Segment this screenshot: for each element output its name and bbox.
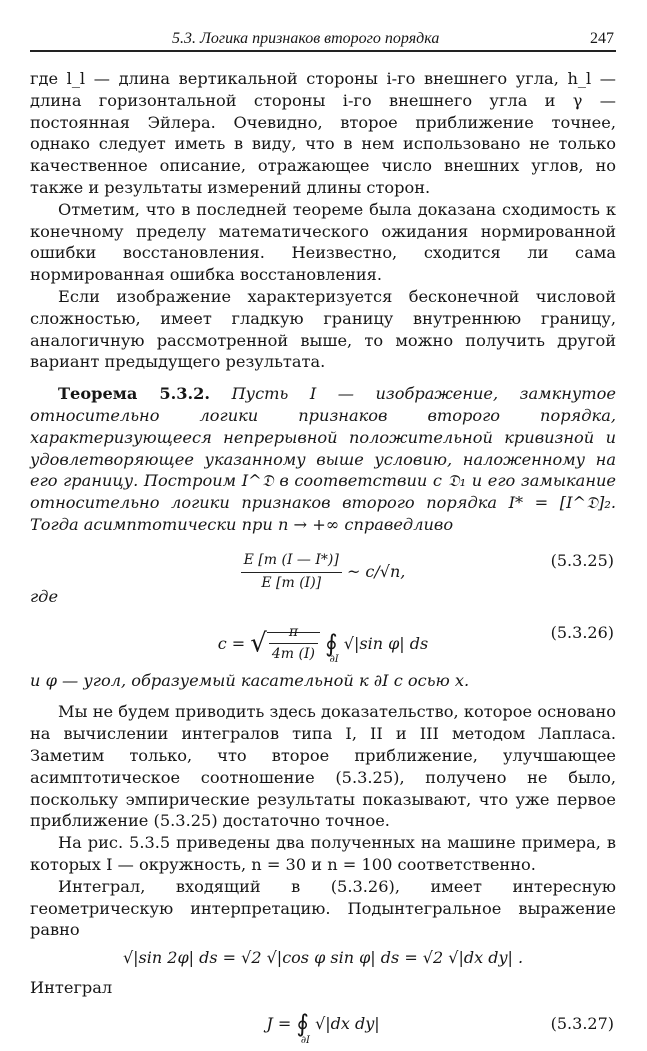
equation-5-3-25 [30,538,616,591]
section-title: 5.3. Логика признаков второго порядка [172,30,440,47]
paragraph-5: На рис. 5.3.5 приведены два полученных на машине примера, в которых I — окружность, n = 30 и n = 100 соответственно. [30,833,616,874]
eq2-subscript: ∂I [329,654,339,666]
equation-5-3-26: c = √ $\frac{\pi}{4m (I)}$ $∮_{\partial I}$ √|sin φ| ds (5.3.26) [217,622,614,666]
paragraph-4: Мы не будем приводить здесь доказательство, которое основано на вычислении интегралов типа I, II и III методом Лапласа. Заметим только, что второе приближение, улучшающее асимптотическое соотношение (5.3.25), получено не было, поскольку эмпирические результаты показывают, что уже первое приближение (5.3.25) достаточно точное. [30,702,616,831]
eq4-lhs: J = [266,1013,292,1033]
page [30,22,616,1049]
paragraph-2: Отметим, что в последней теореме была доказана сходимость к конечному пределу математического ожидания нормированной ошибки восстановления. Неизвестно, сходится ли сама нормированная ошибка восстановления. [30,199,616,285]
page-body [30,68,616,1047]
eq2-number: (5.3.26) [550,622,614,642]
eq4-integrand: √|dx dy| [315,1013,380,1033]
paragraph-6: Интеграл, входящий в (5.3.26), имеет интересную геометрическую интерпретацию. Подынтегральное выражение равно [30,876,616,940]
where-label: где [30,586,59,606]
eq2-integrand: √|sin φ| ds [343,633,429,653]
contour-integral-icon: ∮ [296,1009,309,1038]
header-rule [30,50,616,52]
eq2-lhs: c = [217,633,246,653]
eq2-fraction [269,622,318,667]
eq1-denominator: E [m (I)] [261,574,322,591]
contour-integral-icon: ∮ [325,628,338,657]
theorem-block [30,383,616,536]
eq4-number: (5.3.27) [550,1013,614,1033]
eq2-tail: и φ — угол, образуемый касательной к ∂I с осью x. [30,670,470,690]
equation-integrand: √|sin 2φ| ds = √2 √|cos φ sin φ| ds = √2 √|dx dy| . [122,948,524,968]
running-head [30,22,616,52]
theorem-label: Теорема 5.3.2. [58,384,211,404]
paragraph-7: Интеграл [30,977,113,997]
eq1-number: (5.3.25) [550,550,614,570]
paragraph-3: Если изображение характеризуется бесконечной числовой сложностью, имеет гладкую границу внутреннюю границу, аналогичную рассмотренной выше, то можно получить другой вариант предыдущего результата. [30,286,616,372]
theorem-text: Пусть I — изображение, замкнутое относительно логики признаков второго порядка, характеризующееся непрерывной положительной кривизной и удовлетворяющее указанному выше условию, наложенному на его границу. Построим I^𝔇 в соответствии с 𝔇₁ и его замыкание относительно логики признаков второго порядка I* = [I^𝔇]₂. Тогда асимптотически при n → +∞ справедливо [30,384,616,534]
eq2-numerator: π [269,622,318,645]
eq1-rhs: ~ c/√n, [346,561,406,581]
eq1-fraction [241,550,342,595]
eq2-denominator: 4m (I) [271,646,315,663]
page-number: 247 [590,30,614,47]
eq1-numerator: E [m (I — I*)] [241,550,342,573]
equation-5-3-27 [30,1001,616,1047]
eq4-subscript: ∂I [300,1034,310,1046]
paragraph-1: где l_l — длина вертикальной стороны i-го внешнего угла, h_l — длина горизонтальной стороны i-го внешнего угла и γ — постоянная Эйлера. Очевидно, второе приближение точнее, однако следует иметь в виду, что в нем использовано не только качественное описание, отражающее число внешних углов, но также и результаты измерений длины сторон. [30,69,616,197]
